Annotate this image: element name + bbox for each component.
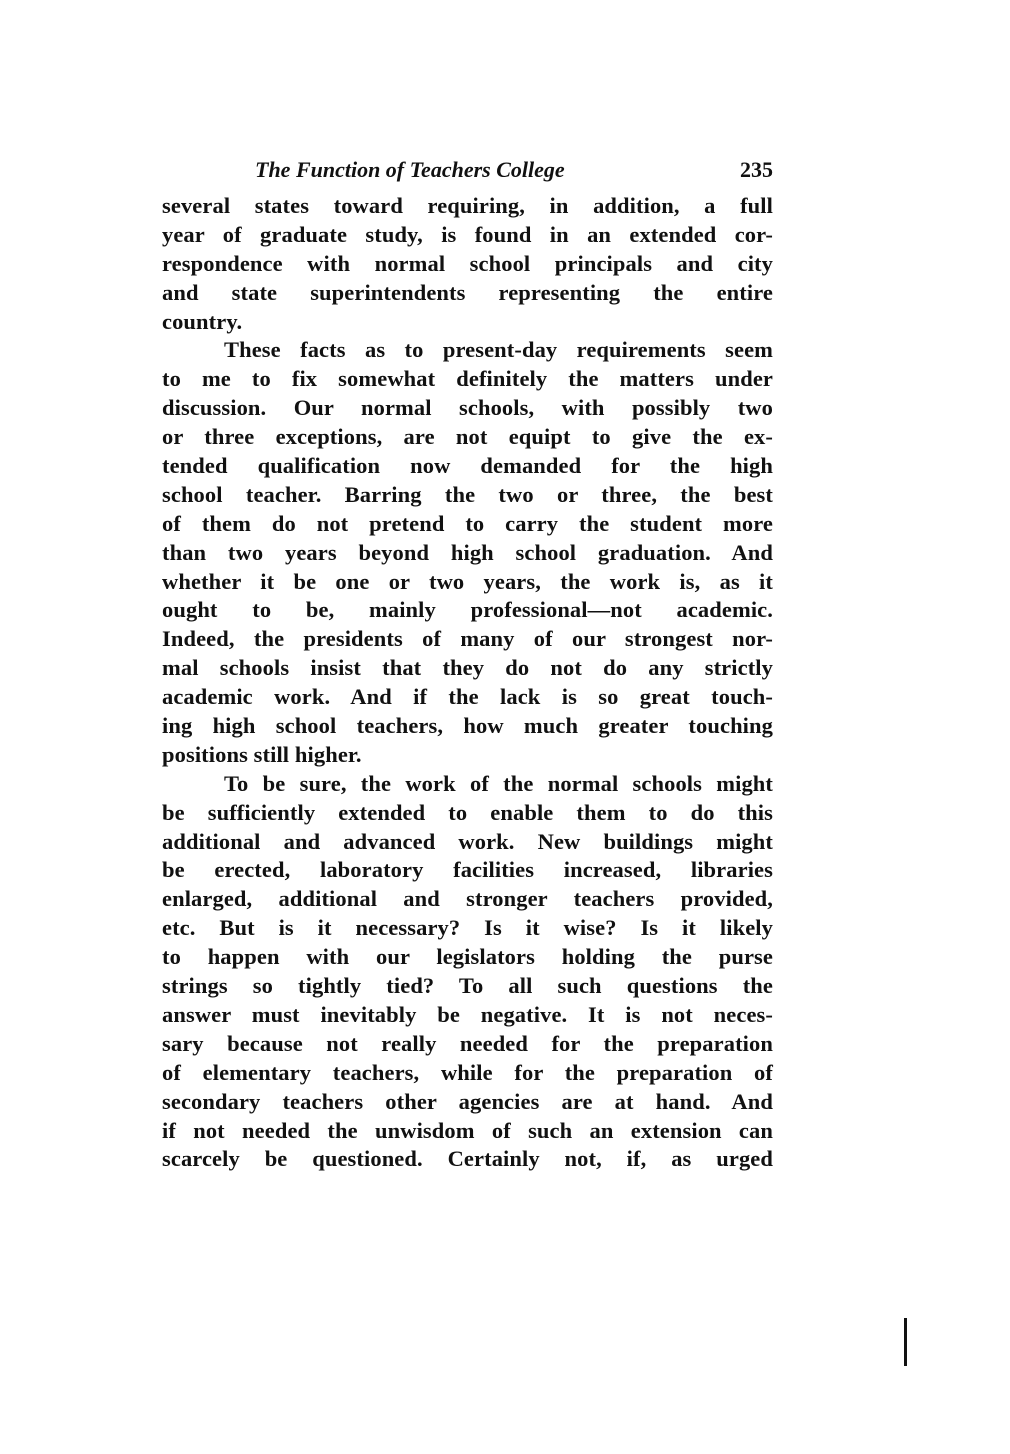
text-line: academic work. And if the lack is so great touch- <box>162 684 773 710</box>
text-line: positions still higher. <box>162 741 362 767</box>
text-line: answer must inevitably be negative. It is not neces- <box>162 1001 773 1027</box>
text-line: respondence with normal school principals and city <box>162 250 773 276</box>
text-line: or three exceptions, are not equipt to give the ex- <box>162 424 773 450</box>
text-line: scarcely be questioned. Certainly not, if, as urged <box>162 1146 773 1172</box>
text-line: additional and advanced work. New buildings might <box>162 828 773 854</box>
text-line: discussion. Our normal schools, with possibly two <box>162 395 773 421</box>
text-line: strings so tightly tied? To all such questions the <box>162 973 773 999</box>
text-line: year of graduate study, is found in an extended cor- <box>162 221 773 247</box>
text-line: secondary teachers other agencies are at hand. And <box>162 1088 773 1114</box>
text-line: sary because not really needed for the preparation <box>162 1030 773 1056</box>
text-line: enlarged, additional and stronger teachers provided, <box>162 886 773 912</box>
text-line: school teacher. Barring the two or three, the best <box>162 481 773 507</box>
text-line: etc. But is it necessary? Is it wise? Is it likely <box>162 915 773 941</box>
text-line: of elementary teachers, while for the preparation of <box>162 1059 773 1085</box>
scan-mark <box>904 1318 907 1366</box>
text-line: tended qualification now demanded for the high <box>162 453 773 479</box>
text-line: to happen with our legislators holding the purse <box>162 944 773 970</box>
text-line: if not needed the unwisdom of such an extension can <box>162 1117 773 1143</box>
text-line: ing high school teachers, how much greater touching <box>162 713 773 739</box>
text-line: Indeed, the presidents of many of our strongest nor- <box>162 626 773 652</box>
text-line: be sufficiently extended to enable them to do this <box>162 799 773 825</box>
text-line: ought to be, mainly professional—not academic. <box>162 597 773 623</box>
page-number: 235 <box>740 157 773 182</box>
text-line: country. <box>162 308 243 334</box>
running-header <box>255 157 773 187</box>
text-line: whether it be one or two years, the work is, as it <box>162 568 773 594</box>
text-line: and state superintendents representing the entire <box>162 279 773 305</box>
text-line: mal schools insist that they do not do any strictly <box>162 655 773 681</box>
text-line: to me to fix somewhat definitely the matters under <box>162 366 773 392</box>
text-line: These facts as to present-day requirements seem <box>224 337 773 363</box>
text-line: of them do not pretend to carry the student more <box>162 510 773 536</box>
body-text <box>162 192 773 1174</box>
text-line: than two years beyond high school graduation. And <box>162 539 773 565</box>
text-line: be erected, laboratory facilities increased, libraries <box>162 857 773 883</box>
text-line: To be sure, the work of the normal schools might <box>224 770 773 796</box>
running-title: The Function of Teachers College <box>255 157 565 182</box>
text-line: several states toward requiring, in addition, a full <box>162 193 773 218</box>
